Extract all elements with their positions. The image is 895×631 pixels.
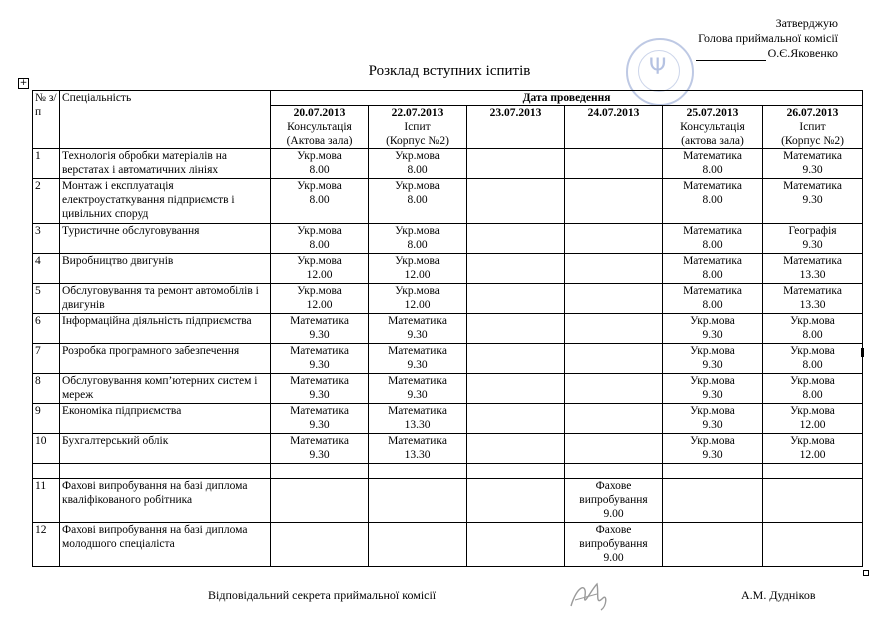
exam-cell (663, 224, 763, 254)
row-specialty: Туристичне обслуговування (60, 224, 271, 254)
col-spec-header: Спеціальність (60, 91, 271, 149)
exam-cell (369, 284, 467, 314)
row-specialty: Фахові випробування на базі диплома кваліфікованого робітника (60, 479, 271, 523)
exam-cell (565, 404, 663, 434)
exam-time: 8.00 (407, 194, 428, 206)
exam-cell (467, 479, 565, 523)
header-row-1 (33, 91, 863, 106)
table-row (33, 179, 863, 224)
exam-subject: Математика (290, 315, 349, 327)
exam-cell (271, 464, 369, 479)
exam-cell (763, 149, 863, 179)
exam-time: 8.00 (407, 239, 428, 251)
exam-cell (467, 224, 565, 254)
table-row (33, 464, 863, 479)
row-number: 5 (33, 284, 60, 314)
row-specialty: Обслуговування та ремонт автомобілів і двигунів (60, 284, 271, 314)
exam-time: 9.30 (702, 329, 723, 341)
exam-cell (763, 464, 863, 479)
date-group-header: Дата проведення (271, 91, 863, 106)
exam-cell (565, 479, 663, 523)
exam-cell (369, 434, 467, 464)
exam-cell (467, 179, 565, 224)
row-specialty: Розробка програмного забезпечення (60, 344, 271, 374)
exam-time: 8.00 (309, 164, 330, 176)
row-specialty: Монтаж і експлуатація електроустаткування підприємств і цивільних споруд (60, 179, 271, 224)
exam-time: 9.30 (802, 239, 823, 251)
exam-cell (467, 344, 565, 374)
exam-cell (663, 254, 763, 284)
approval-name: О.Є.Яковенко (767, 46, 838, 60)
exam-cell (467, 314, 565, 344)
exam-time: 8.00 (309, 194, 330, 206)
exam-subject: Математика (388, 375, 447, 387)
exam-time: 9.30 (407, 389, 428, 401)
trident-icon: Ψ (649, 55, 667, 80)
row-number: 6 (33, 314, 60, 344)
exam-subject: Математика (783, 180, 842, 192)
date-header-5 (663, 106, 763, 149)
exam-cell (271, 224, 369, 254)
row-number: 11 (33, 479, 60, 523)
table-row (33, 479, 863, 523)
exam-cell (467, 284, 565, 314)
exam-subject: Укр.мова (297, 180, 342, 192)
date-value: 23.07.2013 (489, 107, 542, 119)
exam-cell (271, 374, 369, 404)
exam-time: 8.00 (802, 329, 823, 341)
exam-subject: Укр.мова (297, 150, 342, 162)
exam-time: 8.00 (802, 389, 823, 401)
date-value: 26.07.2013 (786, 107, 839, 119)
exam-subject: Математика (683, 285, 742, 297)
exam-cell (369, 523, 467, 567)
row-specialty (60, 464, 271, 479)
exam-subject: Укр.мова (297, 255, 342, 267)
exam-cell (369, 149, 467, 179)
exam-cell (271, 344, 369, 374)
exam-time: 12.00 (799, 449, 826, 461)
exam-cell (763, 374, 863, 404)
date-header-2 (369, 106, 467, 149)
date-type: Консультація (680, 121, 745, 133)
row-specialty: Фахові випробування на базі диплома молодшого спеціаліста (60, 523, 271, 567)
exam-subject: Математика (683, 255, 742, 267)
date-place: (актова зала) (681, 135, 744, 147)
exam-time: 9.30 (802, 194, 823, 206)
exam-subject: Математика (683, 225, 742, 237)
exam-cell (369, 479, 467, 523)
exam-subject: Укр.мова (690, 435, 735, 447)
exam-subject: Географія (788, 225, 837, 237)
page-title: Розклад вступних іспитів (368, 63, 531, 79)
row-number: 12 (33, 523, 60, 567)
exam-subject: Укр.мова (395, 255, 440, 267)
exam-cell (369, 179, 467, 224)
date-header-3 (467, 106, 565, 149)
exam-subject: Математика (290, 405, 349, 417)
table-resize-handle[interactable] (863, 570, 869, 576)
row-number: 4 (33, 254, 60, 284)
exam-time: 9.30 (407, 329, 428, 341)
exam-subject: Математика (683, 180, 742, 192)
exam-time: 12.00 (404, 269, 431, 281)
exam-subject: Укр.мова (790, 345, 835, 357)
exam-subject: Математика (388, 435, 447, 447)
exam-subject: Математика (290, 435, 349, 447)
approval-line-2: Голова приймальної комісії (698, 31, 838, 45)
date-value: 24.07.2013 (587, 107, 640, 119)
exam-cell (565, 224, 663, 254)
exam-time: 12.00 (799, 419, 826, 431)
exam-cell (565, 434, 663, 464)
exam-subject: Математика (388, 405, 447, 417)
exam-cell (271, 404, 369, 434)
exam-subject: Математика (683, 150, 742, 162)
exam-cell (763, 344, 863, 374)
exam-subject: Фахове (595, 524, 632, 536)
date-type: Іспит (799, 121, 826, 133)
table-row (33, 254, 863, 284)
exam-time: 12.00 (404, 299, 431, 311)
exam-cell (369, 374, 467, 404)
exam-cell (369, 344, 467, 374)
exam-cell (763, 479, 863, 523)
exam-cell (369, 404, 467, 434)
exam-time: 12.00 (306, 299, 333, 311)
exam-time: 13.30 (799, 299, 826, 311)
exam-cell (271, 523, 369, 567)
exam-cell (663, 479, 763, 523)
exam-cell (369, 224, 467, 254)
exam-time: 8.00 (702, 194, 723, 206)
exam-cell (763, 284, 863, 314)
table-row (33, 284, 863, 314)
exam-cell (467, 149, 565, 179)
exam-subject: Укр.мова (395, 285, 440, 297)
exam-cell (565, 149, 663, 179)
exam-subject: Математика (783, 255, 842, 267)
exam-cell (663, 523, 763, 567)
table-row (33, 404, 863, 434)
exam-cell (663, 149, 763, 179)
exam-time: 8.00 (802, 359, 823, 371)
exam-cell (565, 179, 663, 224)
exam-cell (369, 464, 467, 479)
exam-subject: Укр.мова (690, 345, 735, 357)
exam-time: 9.30 (702, 449, 723, 461)
exam-subject: Укр.мова (297, 225, 342, 237)
exam-cell (565, 254, 663, 284)
schedule-table (32, 90, 863, 567)
exam-time: 9.00 (603, 508, 624, 520)
exam-cell (565, 284, 663, 314)
date-header-6 (763, 106, 863, 149)
exam-subject: Укр.мова (297, 285, 342, 297)
exam-subject: Укр.мова (690, 405, 735, 417)
exam-cell (763, 179, 863, 224)
exam-cell (663, 344, 763, 374)
exam-subject: Укр.мова (395, 180, 440, 192)
date-value: 20.07.2013 (293, 107, 346, 119)
col-num-header: № з/п (33, 91, 60, 149)
row-specialty: Технологія обробки матеріалів на верстатах і автоматичних лініях (60, 149, 271, 179)
exam-cell (369, 254, 467, 284)
exam-time: 8.00 (702, 239, 723, 251)
row-number: 2 (33, 179, 60, 224)
exam-cell (467, 464, 565, 479)
row-number: 7 (33, 344, 60, 374)
table-body (33, 149, 863, 567)
row-specialty: Бухгалтерський облік (60, 434, 271, 464)
exam-time: 9.30 (702, 359, 723, 371)
date-header-1 (271, 106, 369, 149)
exam-subject: Укр.мова (790, 315, 835, 327)
footer-secretary-label: Відповідальний секрета приймальної комісії (208, 588, 437, 602)
row-number (33, 464, 60, 479)
exam-subject: Укр.мова (395, 225, 440, 237)
table-row (33, 314, 863, 344)
exam-cell (467, 374, 565, 404)
row-specialty: Виробництво двигунів (60, 254, 271, 284)
exam-cell (763, 254, 863, 284)
exam-time: 9.30 (702, 389, 723, 401)
exam-subject: Укр.мова (790, 405, 835, 417)
row-number: 9 (33, 404, 60, 434)
exam-time: 12.00 (306, 269, 333, 281)
exam-subject: Математика (290, 345, 349, 357)
footer-secretary-name: А.М. Дудніков (741, 588, 816, 602)
exam-subject: Укр.мова (690, 375, 735, 387)
date-value: 22.07.2013 (391, 107, 444, 119)
approval-block (696, 16, 838, 61)
exam-cell (271, 149, 369, 179)
row-number: 10 (33, 434, 60, 464)
table-row (33, 523, 863, 567)
table-row (33, 344, 863, 374)
side-marker (861, 348, 864, 357)
exam-cell (369, 314, 467, 344)
exam-subject: Укр.мова (690, 315, 735, 327)
date-type: Консультація (287, 121, 352, 133)
exam-subject: Укр.мова (790, 435, 835, 447)
exam-cell (663, 464, 763, 479)
exam-subject: випробування (579, 538, 648, 550)
exam-time: 9.30 (309, 359, 330, 371)
exam-cell (763, 523, 863, 567)
table-row (33, 224, 863, 254)
exam-cell (565, 344, 663, 374)
exam-cell (663, 179, 763, 224)
exam-cell (763, 314, 863, 344)
exam-cell (467, 404, 565, 434)
exam-cell (467, 434, 565, 464)
exam-subject: Математика (388, 315, 447, 327)
exam-cell (565, 374, 663, 404)
exam-time: 13.30 (404, 419, 431, 431)
exam-time: 9.30 (309, 389, 330, 401)
table-row (33, 434, 863, 464)
exam-time: 8.00 (309, 239, 330, 251)
signature-line (696, 49, 766, 61)
exam-cell (663, 404, 763, 434)
exam-subject: Фахове (595, 480, 632, 492)
exam-cell (271, 479, 369, 523)
exam-time: 9.30 (407, 359, 428, 371)
exam-time: 9.30 (309, 329, 330, 341)
exam-cell (271, 254, 369, 284)
exam-cell (763, 404, 863, 434)
exam-time: 8.00 (407, 164, 428, 176)
row-number: 3 (33, 224, 60, 254)
exam-cell (663, 374, 763, 404)
exam-time: 9.00 (603, 552, 624, 564)
exam-time: 9.30 (309, 419, 330, 431)
exam-subject: Математика (783, 285, 842, 297)
exam-time: 9.30 (309, 449, 330, 461)
date-place: (Корпус №2) (386, 135, 449, 147)
exam-cell (763, 434, 863, 464)
exam-cell (271, 314, 369, 344)
exam-subject: випробування (579, 494, 648, 506)
exam-time: 9.30 (802, 164, 823, 176)
row-number: 8 (33, 374, 60, 404)
exam-cell (467, 523, 565, 567)
row-specialty: Обслуговування комп’ютерних систем і мереж (60, 374, 271, 404)
exam-cell (271, 179, 369, 224)
exam-cell (565, 314, 663, 344)
exam-time: 9.30 (702, 419, 723, 431)
exam-subject: Математика (290, 375, 349, 387)
exam-time: 8.00 (702, 269, 723, 281)
exam-cell (663, 314, 763, 344)
move-cross-icon[interactable]: + (19, 78, 28, 88)
exam-cell (763, 224, 863, 254)
approval-line-3 (696, 46, 838, 61)
exam-subject: Укр.мова (790, 375, 835, 387)
exam-cell (271, 284, 369, 314)
row-specialty: Інформаційна діяльність підприємства (60, 314, 271, 344)
exam-time: 13.30 (799, 269, 826, 281)
table-row (33, 374, 863, 404)
exam-time: 8.00 (702, 164, 723, 176)
exam-subject: Укр.мова (395, 150, 440, 162)
exam-cell (663, 284, 763, 314)
exam-cell (271, 434, 369, 464)
approval-line-1: Затверджую (775, 16, 838, 30)
exam-cell (467, 254, 565, 284)
date-header-4 (565, 106, 663, 149)
exam-subject: Математика (783, 150, 842, 162)
date-place: (Актова зала) (286, 135, 353, 147)
row-number: 1 (33, 149, 60, 179)
date-value: 25.07.2013 (686, 107, 739, 119)
date-place: (Корпус №2) (781, 135, 844, 147)
handwritten-signature-icon (567, 576, 611, 616)
exam-cell (565, 464, 663, 479)
exam-time: 8.00 (702, 299, 723, 311)
exam-cell (663, 434, 763, 464)
exam-subject: Математика (388, 345, 447, 357)
exam-cell (565, 523, 663, 567)
row-specialty: Економіка підприємства (60, 404, 271, 434)
table-row (33, 149, 863, 179)
exam-time: 13.30 (404, 449, 431, 461)
date-type: Іспит (404, 121, 431, 133)
